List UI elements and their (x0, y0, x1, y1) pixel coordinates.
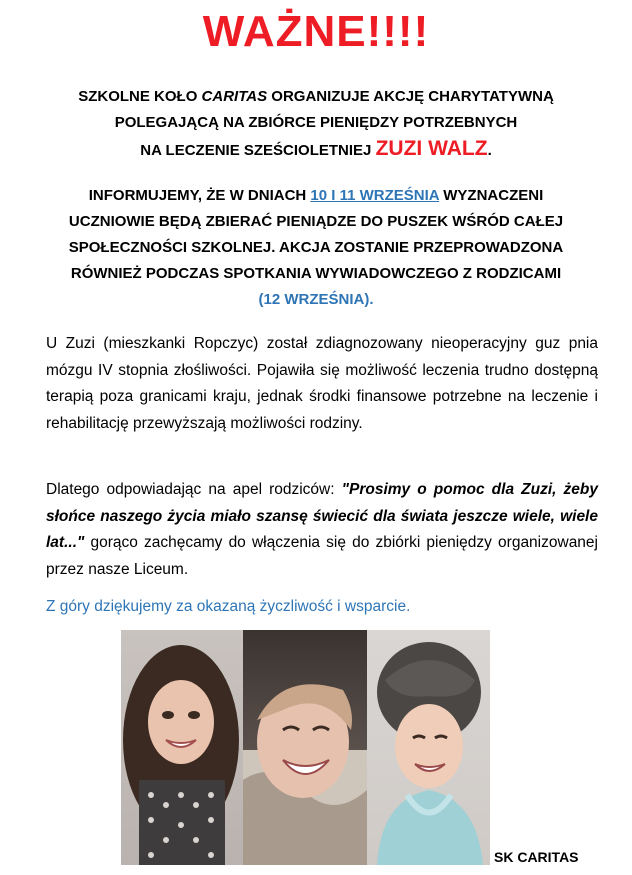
intro-announcement (30, 84, 602, 164)
info-line-1-start: INFORMUJEMY, ŻE W DNIACH (88, 187, 311, 204)
intro-line-1 (30, 84, 602, 110)
caritas-italic: CARITAS (201, 88, 268, 105)
page-title: WAŻNE!!!! (202, 7, 430, 56)
signature: SK CARITAS (494, 849, 579, 865)
photo-girl-lying (243, 630, 367, 865)
photo-girl-smiling (121, 630, 243, 865)
photo-collage (121, 630, 490, 865)
photo-girl-smiling-drawing (121, 630, 243, 865)
info-line-1-end: WYZNACZENI (439, 187, 544, 204)
intro-line-2: POLEGAJĄCĄ NA ZBIÓRCE PIENIĘDZY POTRZEBNYCH (114, 114, 518, 131)
appeal-outro: gorąco zachęcamy do włączenia się do zbiórki pieniędzy organizowanej przez nasze Liceum. (46, 534, 598, 578)
photo-girl-towel (367, 630, 490, 865)
collection-dates-link[interactable]: 10 I 11 WRZEŚNIA (310, 187, 440, 204)
diagnosis-paragraph: U Zuzi (mieszkanki Ropczyc) został zdiagnozowany nieoperacyjny guz pnia mózgu IV stopnia złośliwości. Pojawiła się możliwość leczenia trudno dostępną terapią poza granicami kraju, jednak środki finansowe potrzebne na leczenie i rehabilitację przewyższają możliwości rodziny. (46, 335, 598, 432)
thanks-line: Z góry dziękujemy za okazaną życzliwość i wsparcie. (46, 598, 411, 615)
info-line-1 (30, 183, 602, 209)
collection-info (30, 183, 602, 313)
intro-line-3 (30, 136, 602, 164)
parents-quote: "Prosimy o pomoc dla Zuzi, żeby słońce naszego życia miało szansę świecić dla świata jeszcze wiele, wiele lat..." (46, 481, 598, 551)
appeal-paragraph (46, 477, 598, 583)
intro-line-3-end: . (487, 142, 492, 159)
intro-line-1-start: SZKOLNE KOŁO (78, 88, 202, 105)
intro-line-3-start: NA LECZENIE SZEŚCIOLETNIEJ (140, 142, 376, 159)
photo-girl-lying-drawing (243, 630, 367, 865)
info-line-4: RÓWNIEŻ PODCZAS SPOTKANIA WYWIADOWCZEGO Z RODZICAMI (70, 265, 562, 282)
child-name: ZUZI WALZ (375, 137, 488, 160)
info-line-2: UCZNIOWIE BĘDĄ ZBIERAĆ PIENIĄDZE DO PUSZEK WŚRÓD CAŁEJ (68, 213, 564, 230)
info-line-3: SPOŁECZNOŚCI SZKOLNEJ. AKCJA ZOSTANIE PRZEPROWADZONA (68, 239, 564, 256)
appeal-intro: Dlatego odpowiadając na apel rodziców: (46, 481, 342, 498)
meeting-date: (12 WRZEŚNIA). (258, 291, 374, 308)
intro-line-1-end: ORGANIZUJE AKCJĘ CHARYTATYWNĄ (267, 88, 554, 105)
photo-girl-towel-drawing (367, 630, 490, 865)
